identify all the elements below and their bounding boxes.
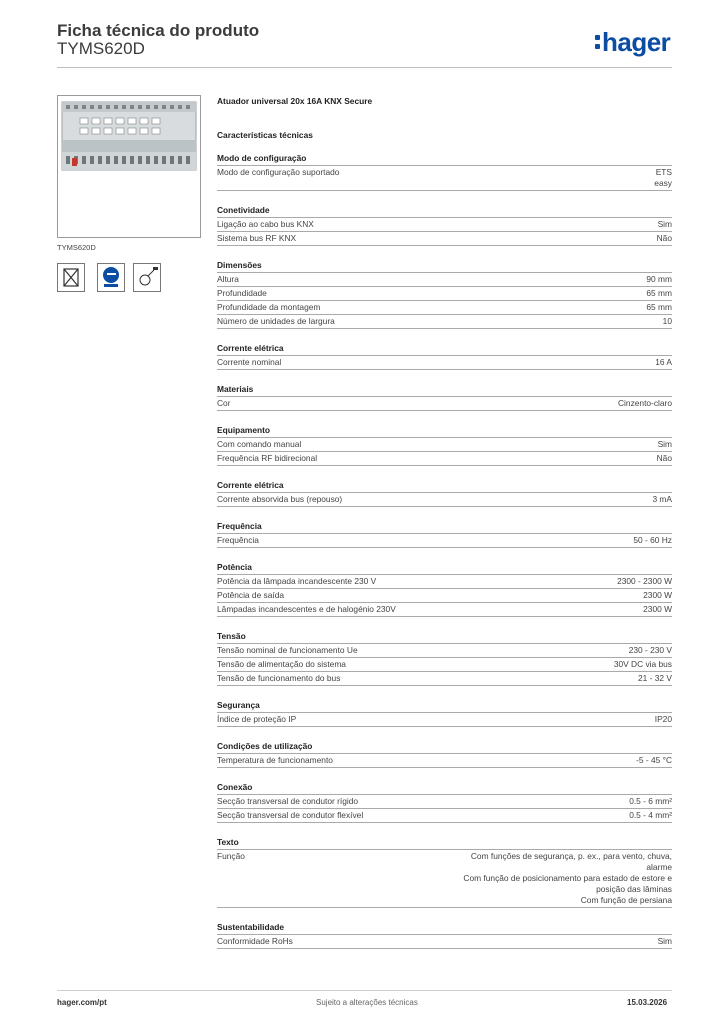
spec-value xyxy=(617,576,672,587)
spec-value xyxy=(646,288,672,299)
spec-row xyxy=(217,795,672,809)
spec-section xyxy=(217,921,672,949)
product-image-caption: TYMS620D xyxy=(57,243,96,252)
spec-value-line: 10 xyxy=(662,316,672,326)
spec-value-line: Com função de persiana xyxy=(580,895,672,905)
spec-row xyxy=(217,315,672,329)
section-title: Conetividade xyxy=(217,204,672,218)
spec-row xyxy=(217,644,672,658)
spec-label: Corrente absorvida bus (repouso) xyxy=(217,494,343,504)
spec-label: Profundidade xyxy=(217,288,267,298)
section-title: Materiais xyxy=(217,383,672,397)
spec-value-line: Com funções de segurança, p. ex., para vento, chuva, xyxy=(470,851,672,861)
section-title: Modo de configuração xyxy=(217,152,672,166)
spec-label: Com comando manual xyxy=(217,439,302,449)
footer-disclaimer: Sujeito a alterações técnicas xyxy=(316,998,418,1007)
section-gap xyxy=(217,411,672,424)
spec-row xyxy=(217,575,672,589)
product-image xyxy=(57,95,201,238)
spec-value-line: 2300 - 2300 W xyxy=(617,576,672,586)
spec-value-line: Não xyxy=(656,233,672,243)
spec-label: Corrente nominal xyxy=(217,357,282,367)
spec-value xyxy=(638,673,672,684)
spec-label: Profundidade da montagem xyxy=(217,302,321,312)
logo-text: hager xyxy=(602,27,671,57)
spec-section xyxy=(217,204,672,246)
footer-date: 15.03.2026 xyxy=(627,998,668,1007)
section-gap xyxy=(217,507,672,520)
spec-value xyxy=(629,796,672,807)
halogen-lamp-icon xyxy=(133,263,161,292)
spec-section xyxy=(217,152,672,191)
spec-value-line: Cinzento-claro xyxy=(618,398,672,408)
spec-row xyxy=(217,301,672,315)
product-reference: TYMS620D xyxy=(57,39,145,58)
hager-logo xyxy=(595,27,670,57)
spec-value xyxy=(657,233,672,244)
spec-section xyxy=(217,342,672,370)
spec-label: Número de unidades de largura xyxy=(217,316,335,326)
footer-divider xyxy=(57,990,672,991)
spec-row xyxy=(217,166,672,191)
spec-value-line: Com função de posicionamento para estado de estore e xyxy=(463,873,672,883)
spec-value xyxy=(655,357,672,368)
spec-label: Tensão de funcionamento do bus xyxy=(217,673,341,683)
spec-value-line: Sim xyxy=(657,219,672,229)
spec-label: Potência da lâmpada incandescente 230 V xyxy=(217,576,377,586)
spec-row xyxy=(217,397,672,411)
spec-value xyxy=(658,219,672,230)
spec-row xyxy=(217,232,672,246)
spec-label: Temperatura de funcionamento xyxy=(217,755,333,765)
spec-row xyxy=(217,273,672,287)
spec-section xyxy=(217,630,672,686)
spec-value-line: 230 - 230 V xyxy=(628,645,672,655)
spec-row xyxy=(217,452,672,466)
spec-label: Frequência RF bidirecional xyxy=(217,453,318,463)
spec-row xyxy=(217,438,672,452)
spec-label: Cor xyxy=(217,398,231,408)
section-title: Corrente elétrica xyxy=(217,342,672,356)
section-title: Condições de utilização xyxy=(217,740,672,754)
spec-section xyxy=(217,740,672,768)
spec-value xyxy=(657,453,672,464)
spec-label: Tensão de alimentação do sistema xyxy=(217,659,346,669)
section-gap xyxy=(217,370,672,383)
spec-row xyxy=(217,356,672,370)
section-gap xyxy=(217,686,672,699)
spec-value-line: alarme xyxy=(646,862,672,872)
spec-value-line: 0.5 - 4 mm² xyxy=(629,810,672,820)
spec-row xyxy=(217,493,672,507)
footer-website: hager.com/pt xyxy=(57,998,107,1007)
product-name: Atuador universal 20x 16A KNX Secure xyxy=(217,96,373,106)
spec-label: Secção transversal de condutor rígido xyxy=(217,796,359,806)
spec-section xyxy=(217,699,672,727)
spec-value-line: Sim xyxy=(657,439,672,449)
spec-label: Modo de configuração suportado xyxy=(217,167,340,177)
spec-label: Secção transversal de condutor flexível xyxy=(217,810,364,820)
spec-value xyxy=(658,936,672,947)
spec-value-line: 65 mm xyxy=(646,288,672,298)
header-divider xyxy=(57,67,672,68)
spec-value-line: 30V DC via bus xyxy=(613,659,672,669)
spec-section xyxy=(217,424,672,466)
spec-value-line: 0.5 - 6 mm² xyxy=(629,796,672,806)
spec-row xyxy=(217,534,672,548)
section-gap xyxy=(217,548,672,561)
spec-value xyxy=(463,851,672,906)
spec-sections xyxy=(217,152,672,949)
spec-row xyxy=(217,809,672,823)
section-title: Segurança xyxy=(217,699,672,713)
spec-row xyxy=(217,603,672,617)
spec-label: Potência de saída xyxy=(217,590,285,600)
spec-row xyxy=(217,589,672,603)
knx-actuator-device-image xyxy=(58,96,200,237)
spec-label: Ligação ao cabo bus KNX xyxy=(217,219,314,229)
section-gap xyxy=(217,466,672,479)
spec-value xyxy=(654,167,672,189)
spec-value-line: Não xyxy=(656,453,672,463)
section-gap xyxy=(217,246,672,259)
spec-row xyxy=(217,672,672,686)
spec-value xyxy=(643,604,672,615)
section-title: Tensão xyxy=(217,630,672,644)
spec-value-line: 16 A xyxy=(655,357,672,367)
spec-value xyxy=(614,659,672,670)
specifications-panel xyxy=(217,96,672,949)
section-title: Dimensões xyxy=(217,259,672,273)
spec-label: Lâmpadas incandescentes e de halogénio 230V xyxy=(217,604,396,614)
spec-value-line: IP20 xyxy=(654,714,672,724)
wall-mount-cross-icon xyxy=(57,263,85,292)
section-gap xyxy=(217,727,672,740)
spec-value-line: 21 - 32 V xyxy=(638,673,672,683)
spec-value xyxy=(629,810,672,821)
spec-section xyxy=(217,836,672,908)
section-gap xyxy=(217,191,672,204)
spec-section xyxy=(217,479,672,507)
spec-value-line: -5 - 45 °C xyxy=(636,755,672,765)
spec-label: Frequência xyxy=(217,535,259,545)
spec-row xyxy=(217,658,672,672)
spec-value xyxy=(633,535,672,546)
section-title: Sustentabilidade xyxy=(217,921,672,935)
spec-section xyxy=(217,781,672,823)
section-title: Frequência xyxy=(217,520,672,534)
section-title: Equipamento xyxy=(217,424,672,438)
spec-row xyxy=(217,935,672,949)
section-title: Corrente elétrica xyxy=(217,479,672,493)
eib-knx-logo-icon xyxy=(97,263,125,292)
spec-value xyxy=(652,494,672,505)
technical-characteristics-title: Características técnicas xyxy=(217,130,313,140)
logo-dots-icon xyxy=(595,32,601,52)
section-title: Texto xyxy=(217,836,672,850)
spec-label: Sistema bus RF KNX xyxy=(217,233,297,243)
spec-section xyxy=(217,259,672,329)
spec-value xyxy=(643,590,672,601)
spec-value xyxy=(658,439,672,450)
spec-section xyxy=(217,520,672,548)
spec-value xyxy=(618,398,672,409)
section-title: Potência xyxy=(217,561,672,575)
spec-value-line: 3 mA xyxy=(652,494,672,504)
spec-label: Altura xyxy=(217,274,239,284)
spec-label: Conformidade RoHs xyxy=(217,936,293,946)
spec-value-line: posição das lâminas xyxy=(596,884,672,894)
spec-value xyxy=(655,714,672,725)
spec-value xyxy=(646,274,672,285)
spec-value xyxy=(663,316,672,327)
spec-label: Índice de proteção IP xyxy=(217,714,297,724)
section-gap xyxy=(217,823,672,836)
spec-row xyxy=(217,218,672,232)
spec-value-line: easy xyxy=(654,178,672,188)
spec-value-line: 2300 W xyxy=(643,604,672,614)
section-gap xyxy=(217,329,672,342)
spec-value xyxy=(636,755,672,766)
section-gap xyxy=(217,617,672,630)
spec-section xyxy=(217,383,672,411)
spec-row xyxy=(217,754,672,768)
section-gap xyxy=(217,768,672,781)
spec-label: Tensão nominal de funcionamento Ue xyxy=(217,645,358,655)
spec-value xyxy=(629,645,672,656)
spec-value-line: 50 - 60 Hz xyxy=(633,535,672,545)
spec-value-line: 2300 W xyxy=(643,590,672,600)
page-title: Ficha técnica do produto xyxy=(57,21,260,40)
section-title: Conexão xyxy=(217,781,672,795)
section-gap xyxy=(217,908,672,921)
spec-row xyxy=(217,287,672,301)
spec-label: Função xyxy=(217,851,245,861)
spec-value-line: 90 mm xyxy=(646,274,672,284)
spec-row xyxy=(217,850,672,908)
spec-value-line: 65 mm xyxy=(646,302,672,312)
spec-row xyxy=(217,713,672,727)
spec-value-line: Sim xyxy=(657,936,672,946)
spec-value-line: ETS xyxy=(655,167,672,177)
spec-value xyxy=(646,302,672,313)
spec-section xyxy=(217,561,672,617)
